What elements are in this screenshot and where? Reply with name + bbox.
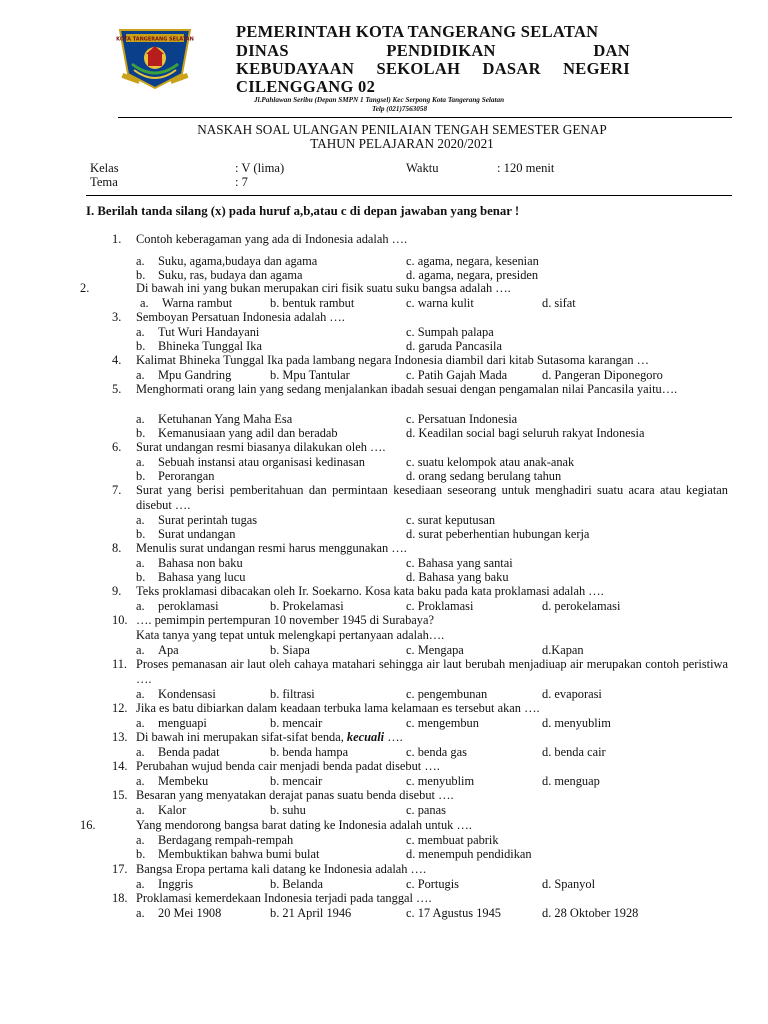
answer-option[interactable] — [270, 774, 322, 789]
option-text: d. menyublim — [542, 716, 611, 730]
answer-option[interactable] — [406, 368, 507, 383]
option-text: c. pengembunan — [406, 687, 488, 701]
answer-option[interactable] — [406, 906, 501, 921]
answer-option[interactable] — [136, 847, 319, 862]
option-text: menguapi — [158, 716, 207, 730]
answer-option[interactable] — [270, 643, 310, 658]
answer-option[interactable] — [542, 599, 620, 614]
header-agency-line — [236, 41, 630, 61]
option-text: b. bentuk rambut — [270, 296, 355, 310]
option-text: d. sifat — [542, 296, 576, 310]
answer-option[interactable] — [406, 643, 464, 658]
answer-option[interactable] — [136, 687, 216, 702]
answer-option[interactable] — [406, 426, 644, 441]
option-text: Suku, ras, budaya dan agama — [158, 268, 303, 282]
question-number: 8. — [112, 541, 122, 555]
option-text: Tut Wuri Handayani — [158, 325, 260, 339]
option-text: Bhineka Tunggal Ika — [158, 339, 262, 353]
option-text: b. suhu — [270, 803, 306, 817]
answer-option[interactable] — [542, 906, 638, 921]
header-phone: Telp (021)7563058 — [372, 105, 428, 113]
option-text: d. surat peberhentian hubungan kerja — [406, 527, 590, 541]
answer-option[interactable] — [136, 877, 193, 892]
kelas-value: : V (lima) — [235, 161, 285, 175]
option-text: d. garuda Pancasila — [406, 339, 502, 353]
info-divider — [86, 195, 732, 196]
question-number: 14. — [112, 759, 128, 773]
option-text: d. perokelamasi — [542, 599, 621, 613]
option-text: b. filtrasi — [270, 687, 315, 701]
option-letter: a. — [136, 687, 145, 701]
option-letter: b. — [136, 570, 146, 584]
option-text: c. panas — [406, 803, 446, 817]
option-text: Warna rambut — [162, 296, 233, 310]
option-letter: b. — [136, 527, 146, 541]
option-letter: a. — [136, 774, 145, 788]
option-text: Apa — [158, 643, 179, 657]
option-text: d. Spanyol — [542, 877, 596, 891]
option-text: Surat perintah tugas — [158, 513, 258, 527]
option-letter: b. — [136, 426, 146, 440]
answer-option[interactable] — [140, 296, 232, 311]
option-letter: a. — [136, 325, 145, 339]
answer-option[interactable] — [406, 455, 574, 470]
answer-option[interactable] — [136, 570, 245, 585]
option-text: c. mengembun — [406, 716, 479, 730]
option-letter: a. — [136, 643, 145, 657]
header-word: DINAS — [236, 41, 289, 60]
question-number: 18. — [112, 891, 128, 905]
answer-option[interactable] — [542, 745, 606, 760]
option-letter: b. — [136, 847, 146, 861]
header-word: DASAR — [482, 59, 541, 78]
question-text: Besaran yang menyatakan derajat panas suatu benda disebut …. — [136, 788, 454, 802]
option-text: d. benda cair — [542, 745, 606, 759]
option-text: Kemanusiaan yang adil dan beradab — [158, 426, 338, 440]
answer-option[interactable] — [406, 469, 561, 484]
answer-option[interactable] — [136, 455, 365, 470]
answer-option[interactable] — [136, 643, 179, 658]
question-number: 16. — [80, 818, 96, 832]
answer-option[interactable] — [136, 833, 293, 848]
question-text — [136, 730, 403, 745]
waktu-value: : 120 menit — [497, 161, 555, 175]
answer-option[interactable] — [136, 745, 220, 760]
question-number: 3. — [112, 310, 122, 324]
answer-option[interactable] — [136, 513, 257, 528]
option-text: b. Siapa — [270, 643, 310, 657]
option-text: Berdagang rempah-rempah — [158, 833, 294, 847]
question-text-line2: Kata tanya yang tepat untuk melengkapi pertanyaan adalah…. — [136, 628, 445, 642]
question-number: 10. — [112, 613, 128, 627]
option-letter: a. — [136, 368, 145, 382]
option-letter: a. — [136, 412, 145, 426]
answer-option[interactable] — [542, 716, 611, 731]
question-number: 5. — [112, 382, 122, 396]
answer-option[interactable] — [136, 774, 208, 789]
option-text: Bahasa non baku — [158, 556, 243, 570]
question-number: 6. — [112, 440, 122, 454]
option-letter: a. — [136, 599, 145, 613]
answer-option[interactable] — [136, 412, 292, 427]
option-text: Ketuhanan Yang Maha Esa — [158, 412, 293, 426]
question-text-end: …. — [384, 730, 403, 744]
question-text: Surat undangan resmi biasanya dilakukan oleh …. — [136, 440, 386, 454]
option-text: Surat undangan — [158, 527, 236, 541]
answer-option[interactable] — [406, 339, 502, 354]
answer-option[interactable] — [406, 412, 517, 427]
option-letter: a. — [136, 556, 145, 570]
question-text: Menulis surat undangan resmi harus menggunakan …. — [136, 541, 407, 555]
option-text: Kondensasi — [158, 687, 216, 701]
option-text: Perorangan — [158, 469, 215, 483]
answer-option[interactable] — [136, 803, 186, 818]
option-letter: a. — [136, 254, 145, 268]
header-government: PEMERINTAH KOTA TANGERANG SELATAN — [236, 22, 599, 41]
option-text: c. agama, negara, kesenian — [406, 254, 539, 268]
answer-option[interactable] — [136, 254, 317, 269]
header-school-line — [236, 59, 630, 79]
option-text: b. 21 April 1946 — [270, 906, 352, 920]
option-text: peroklamasi — [158, 599, 219, 613]
answer-option[interactable] — [406, 803, 446, 818]
option-text: d. agama, negara, presiden — [406, 268, 539, 282]
question-number: 9. — [112, 584, 122, 598]
waktu-label: Waktu — [406, 161, 439, 175]
answer-option[interactable] — [270, 296, 354, 311]
option-letter: a. — [136, 745, 145, 759]
tema-value: : 7 — [235, 175, 248, 189]
option-text: c. 17 Agustus 1945 — [406, 906, 501, 920]
answer-option[interactable] — [406, 527, 589, 542]
option-letter: a. — [136, 716, 145, 730]
option-text: b. mencair — [270, 774, 323, 788]
answer-option[interactable] — [270, 745, 348, 760]
option-text: d.Kapan — [542, 643, 584, 657]
question-text-part: Di bawah ini merupakan sifat-sifat benda, — [136, 730, 347, 744]
question-text: Teks proklamasi dibacakan oleh Ir. Soekarno. Kosa kata baku pada kata proklamasi adalah …. — [136, 584, 604, 598]
option-text: d. 28 Oktober 1928 — [542, 906, 639, 920]
option-text: c. surat keputusan — [406, 513, 496, 527]
question-text: …. pemimpin pertempuran 10 november 1945 di Surabaya? — [136, 613, 434, 627]
question-number: 7. — [112, 483, 122, 497]
option-text: 20 Mei 1908 — [158, 906, 222, 920]
question-number: 1. — [112, 232, 122, 246]
option-letter: a. — [140, 296, 149, 310]
question-text: Proses pemanasan air laut oleh cahaya matahari sehingga air laut berubah menjadiuap air merupakan contoh peristiwa …. — [136, 657, 728, 686]
header-word: PENDIDIKAN — [386, 41, 496, 60]
answer-option[interactable] — [136, 906, 221, 921]
option-text: c. Sumpah palapa — [406, 325, 494, 339]
answer-option[interactable] — [406, 847, 532, 862]
question-text: Jika es batu dibiarkan dalam keadaan terbuka lama kelamaan es tersebut akan …. — [136, 701, 540, 715]
option-text: d. menempuh pendidikan — [406, 847, 532, 861]
option-letter: b. — [136, 469, 146, 483]
option-text: d. Bahasa yang baku — [406, 570, 509, 584]
option-text: Membeku — [158, 774, 209, 788]
option-letter: a. — [136, 906, 145, 920]
answer-option[interactable] — [406, 833, 499, 848]
answer-option[interactable] — [542, 687, 602, 702]
option-text: c. suatu kelompok atau anak-anak — [406, 455, 575, 469]
option-text: c. Bahasa yang santai — [406, 556, 513, 570]
answer-option[interactable] — [406, 325, 494, 340]
option-text: Membuktikan bahwa bumi bulat — [158, 847, 320, 861]
question-number: 2. — [80, 281, 90, 295]
question-text: Kalimat Bhineka Tunggal Ika pada lambang negara Indonesia diambil dari kitab Sutasoma karangan … — [136, 353, 650, 367]
option-text: c. Patih Gajah Mada — [406, 368, 508, 382]
exam-title: NASKAH SOAL ULANGAN PENILAIAN TENGAH SEMESTER GENAP — [197, 122, 607, 137]
option-text: b. benda hampa — [270, 745, 349, 759]
answer-option[interactable] — [270, 877, 323, 892]
option-letter: a. — [136, 455, 145, 469]
option-text: Mpu Gandring — [158, 368, 232, 382]
answer-option[interactable] — [406, 254, 539, 269]
answer-option[interactable] — [136, 527, 235, 542]
question-text: Surat yang berisi pemberitahuan dan permintaan kesediaan seseorang untuk menghadiri suatu acara atau kegiatan disebut …. — [136, 483, 728, 512]
answer-option[interactable] — [406, 687, 487, 702]
header-address: Jl.Pahlawan Seribu (Depan SMPN 1 Tangsel) Kec Serpong Kota Tangerang Selatan — [254, 96, 505, 104]
answer-option[interactable] — [406, 877, 459, 892]
exam-year: TAHUN PELAJARAN 2020/2021 — [310, 136, 494, 151]
svg-text:KOTA TANGERANG SELATAN: KOTA TANGERANG SELATAN — [116, 36, 194, 43]
answer-option[interactable] — [136, 368, 231, 383]
option-text: b. Belanda — [270, 877, 323, 891]
kelas-label: Kelas — [90, 161, 119, 175]
question-text: Proklamasi kemerdekaan Indonesia terjadi pada tanggal …. — [136, 891, 432, 905]
answer-option[interactable] — [542, 368, 663, 383]
option-text: b. mencair — [270, 716, 323, 730]
answer-option[interactable] — [136, 426, 338, 441]
answer-option[interactable] — [270, 906, 351, 921]
header-word: KEBUDAYAAN — [236, 59, 355, 78]
option-text: Sebuah instansi atau organisasi kedinasan — [158, 455, 365, 469]
option-text: d. Pangeran Diponegoro — [542, 368, 663, 382]
question-text: Semboyan Persatuan Indonesia adalah …. — [136, 310, 345, 324]
answer-option[interactable] — [136, 556, 243, 571]
option-text: c. Proklamasi — [406, 599, 474, 613]
answer-option[interactable] — [406, 774, 474, 789]
option-text: c. Portugis — [406, 877, 460, 891]
tema-label: Tema — [90, 175, 118, 189]
header-word: NEGERI — [563, 59, 630, 78]
answer-option[interactable] — [406, 556, 513, 571]
answer-option[interactable] — [406, 296, 474, 311]
answer-option[interactable] — [270, 368, 350, 383]
question-number: 17. — [112, 862, 128, 876]
question-text: Menghormati orang lain yang sedang menjalankan ibadah sesuai dengan pengamalan nilai Pancasila yaitu…. — [136, 382, 678, 396]
option-text: d. evaporasi — [542, 687, 602, 701]
answer-option[interactable] — [136, 469, 214, 484]
answer-option[interactable] — [136, 716, 207, 731]
option-text: c. menyublim — [406, 774, 475, 788]
question-text: Perubahan wujud benda cair menjadi benda padat disebut …. — [136, 759, 440, 773]
header-word: DAN — [593, 41, 630, 60]
option-text: b. Prokelamasi — [270, 599, 344, 613]
header-word: SEKOLAH — [376, 59, 461, 78]
answer-option[interactable] — [270, 599, 344, 614]
answer-option[interactable] — [406, 599, 473, 614]
section-instruction: I. Berilah tanda silang (x) pada huruf a,b,atau c di depan jawaban yang benar ! — [86, 204, 520, 218]
option-letter: a. — [136, 833, 145, 847]
option-text: c. Persatuan Indonesia — [406, 412, 518, 426]
answer-option[interactable] — [136, 339, 262, 354]
answer-option[interactable] — [542, 643, 584, 658]
header-school-name: CILENGGANG 02 — [236, 77, 376, 96]
option-text: d. menguap — [542, 774, 600, 788]
question-number: 12. — [112, 701, 128, 715]
option-text: b. Mpu Tantular — [270, 368, 350, 382]
option-text: Inggris — [158, 877, 194, 891]
question-text: Bangsa Eropa pertama kali datang ke Indonesia adalah …. — [136, 862, 427, 876]
option-text: c. warna kulit — [406, 296, 474, 310]
option-text: c. benda gas — [406, 745, 467, 759]
option-letter: a. — [136, 877, 145, 891]
option-text: c. membuat pabrik — [406, 833, 499, 847]
question-text: Contoh keberagaman yang ada di Indonesia adalah …. — [136, 232, 408, 246]
answer-option[interactable] — [270, 716, 322, 731]
answer-option[interactable] — [542, 774, 600, 789]
answer-option[interactable] — [542, 877, 595, 892]
question-text: Yang mendorong bangsa barat dating ke Indonesia adalah untuk …. — [136, 818, 472, 832]
answer-option[interactable] — [270, 803, 306, 818]
answer-option[interactable] — [136, 599, 219, 614]
question-emphasis: kecuali — [346, 730, 385, 744]
answer-option[interactable] — [406, 716, 479, 731]
answer-option[interactable] — [270, 687, 315, 702]
option-text: Suku, agama,budaya dan agama — [158, 254, 318, 268]
answer-option[interactable] — [136, 325, 259, 340]
option-text: c. Mengapa — [406, 643, 464, 657]
option-letter: b. — [136, 268, 146, 282]
option-text: d. Keadilan social bagi seluruh rakyat Indonesia — [406, 426, 645, 440]
answer-option[interactable] — [406, 513, 495, 528]
question-number: 13. — [112, 730, 128, 744]
question-text: Di bawah ini yang bukan merupakan ciri fisik suatu suku bangsa adalah …. — [136, 281, 511, 295]
option-text: Kalor — [158, 803, 187, 817]
city-emblem-logo — [112, 24, 198, 90]
question-number: 15. — [112, 788, 128, 802]
option-letter: a. — [136, 803, 145, 817]
header-divider — [118, 117, 732, 118]
answer-option[interactable] — [406, 745, 467, 760]
option-text: d. orang sedang berulang tahun — [406, 469, 562, 483]
option-letter: a. — [136, 513, 145, 527]
answer-option[interactable] — [406, 570, 509, 585]
question-number: 11. — [112, 657, 128, 671]
question-number: 4. — [112, 353, 122, 367]
answer-option[interactable] — [542, 296, 576, 311]
option-text: Bahasa yang lucu — [158, 570, 246, 584]
option-text: Benda padat — [158, 745, 220, 759]
option-letter: b. — [136, 339, 146, 353]
